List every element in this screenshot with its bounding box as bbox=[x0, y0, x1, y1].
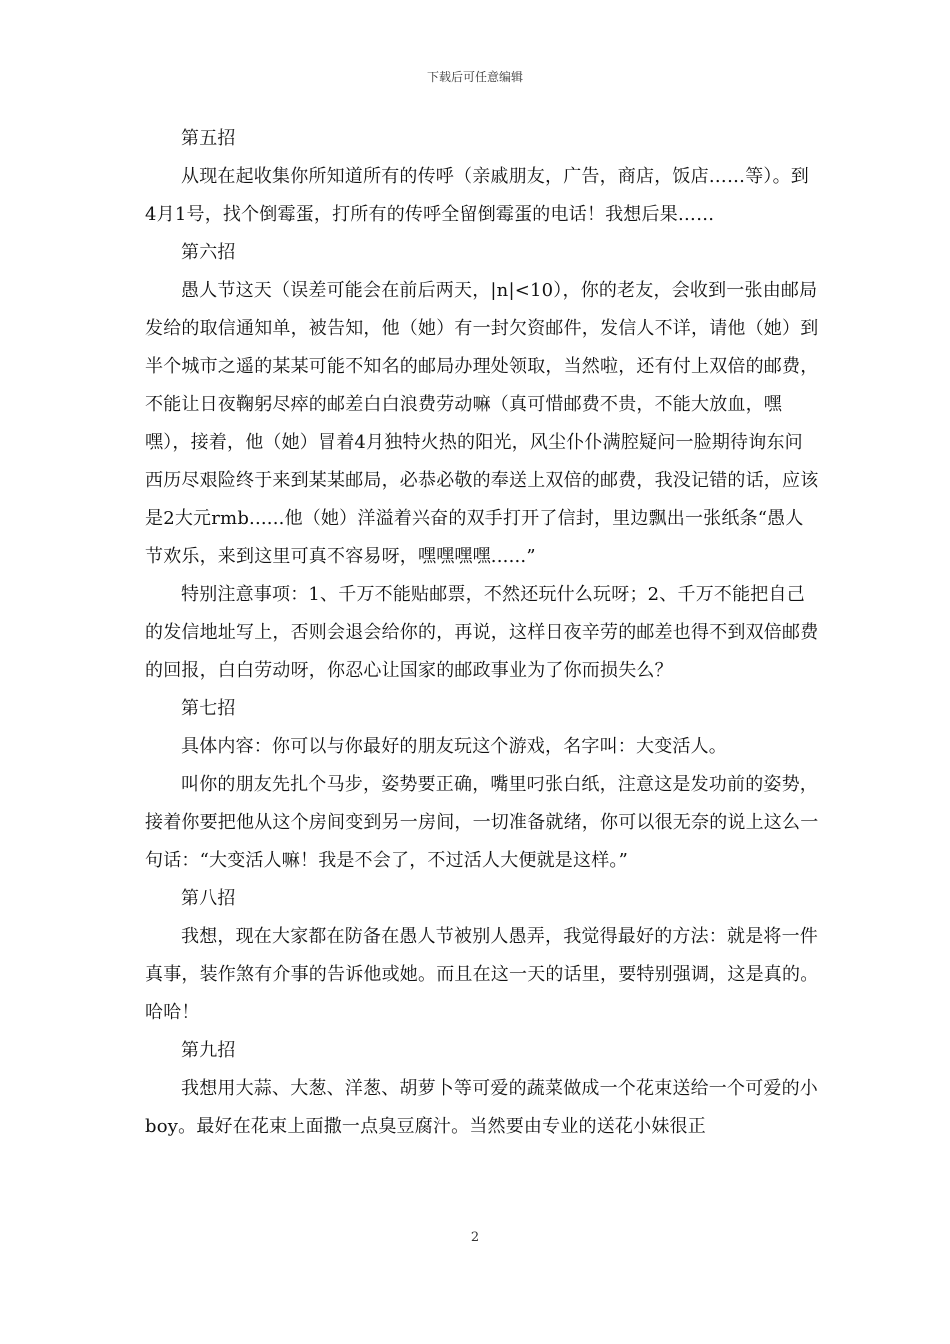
paragraph: 从现在起收集你所知道所有的传呼（亲戚朋友，广告，商店，饭店……等）。到4月1号，找个倒霉蛋，打所有的传呼全留倒霉蛋的电话！我想后果…… bbox=[145, 166, 809, 225]
paragraph: 我想，现在大家都在防备在愚人节被别人愚弄，我觉得最好的方法：就是将一件真事，装作煞有介事的告诉他或她。而且在这一天的话里，要特别强调，这是真的。哈哈！ bbox=[145, 926, 819, 1023]
section-heading-5: 第五招 bbox=[181, 128, 236, 149]
document-body bbox=[145, 120, 820, 1146]
page-number: 2 bbox=[470, 1230, 480, 1245]
section-heading-9: 第九招 bbox=[181, 1040, 236, 1061]
paragraph: 特别注意事项：1、千万不能贴邮票，不然还玩什么玩呀；2、千万不能把自己的发信地址写上，否则会退会给你的，再说，这样日夜辛劳的邮差也得不到双倍邮费的回报，白白劳动呀，你忍心让国家的邮政事业为了你而损失么？ bbox=[145, 584, 819, 681]
paragraph: 具体内容：你可以与你最好的朋友玩这个游戏，名字叫：大变活人。 bbox=[181, 736, 727, 757]
paragraph: 我想用大蒜、大葱、洋葱、胡萝卜等可爱的蔬菜做成一个花束送给一个可爱的小boy。最好在花束上面撒一点臭豆腐汁。当然要由专业的送花小妹很正 bbox=[145, 1078, 818, 1137]
section-heading-8: 第八招 bbox=[181, 888, 236, 909]
page-header-note: 下载后可任意编辑 bbox=[426, 70, 523, 84]
section-heading-7: 第七招 bbox=[181, 698, 236, 719]
paragraph: 愚人节这天（误差可能会在前后两天，|n|<10），你的老友，会收到一张由邮局发给的取信通知单，被告知，他（她）有一封欠资邮件，发信人不详，请他（她）到半个城市之遥的某某可能不知名的邮局办理处领取，当然啦，还有付上双倍的邮费，不能让日夜鞠躬尽瘁的邮差白白浪费劳动嘛（真可惜邮费不贵，不能大放血，嘿嘿），接着，他（她）冒着4月独特火热的阳光，风尘仆仆满腔疑问一脸期待询东问西历尽艰险终于来到某某邮局，必恭必敬的奉送上双倍的邮费，我没记错的话，应该是2大元rmb......他（她）洋溢着兴奋的双手打开了信封，里边飘出一张纸条“愚人节欢乐，来到这里可真不容易呀，嘿嘿嘿嘿......” bbox=[145, 280, 819, 567]
paragraph: 叫你的朋友先扎个马步，姿势要正确，嘴里叼张白纸，注意这是发功前的姿势，接着你要把他从这个房间变到另一房间，一切准备就绪，你可以很无奈的说上这么一句话：“大变活人嘛！我是不会了，不过活人大便就是这样。” bbox=[145, 774, 819, 871]
section-heading-6: 第六招 bbox=[181, 242, 236, 263]
